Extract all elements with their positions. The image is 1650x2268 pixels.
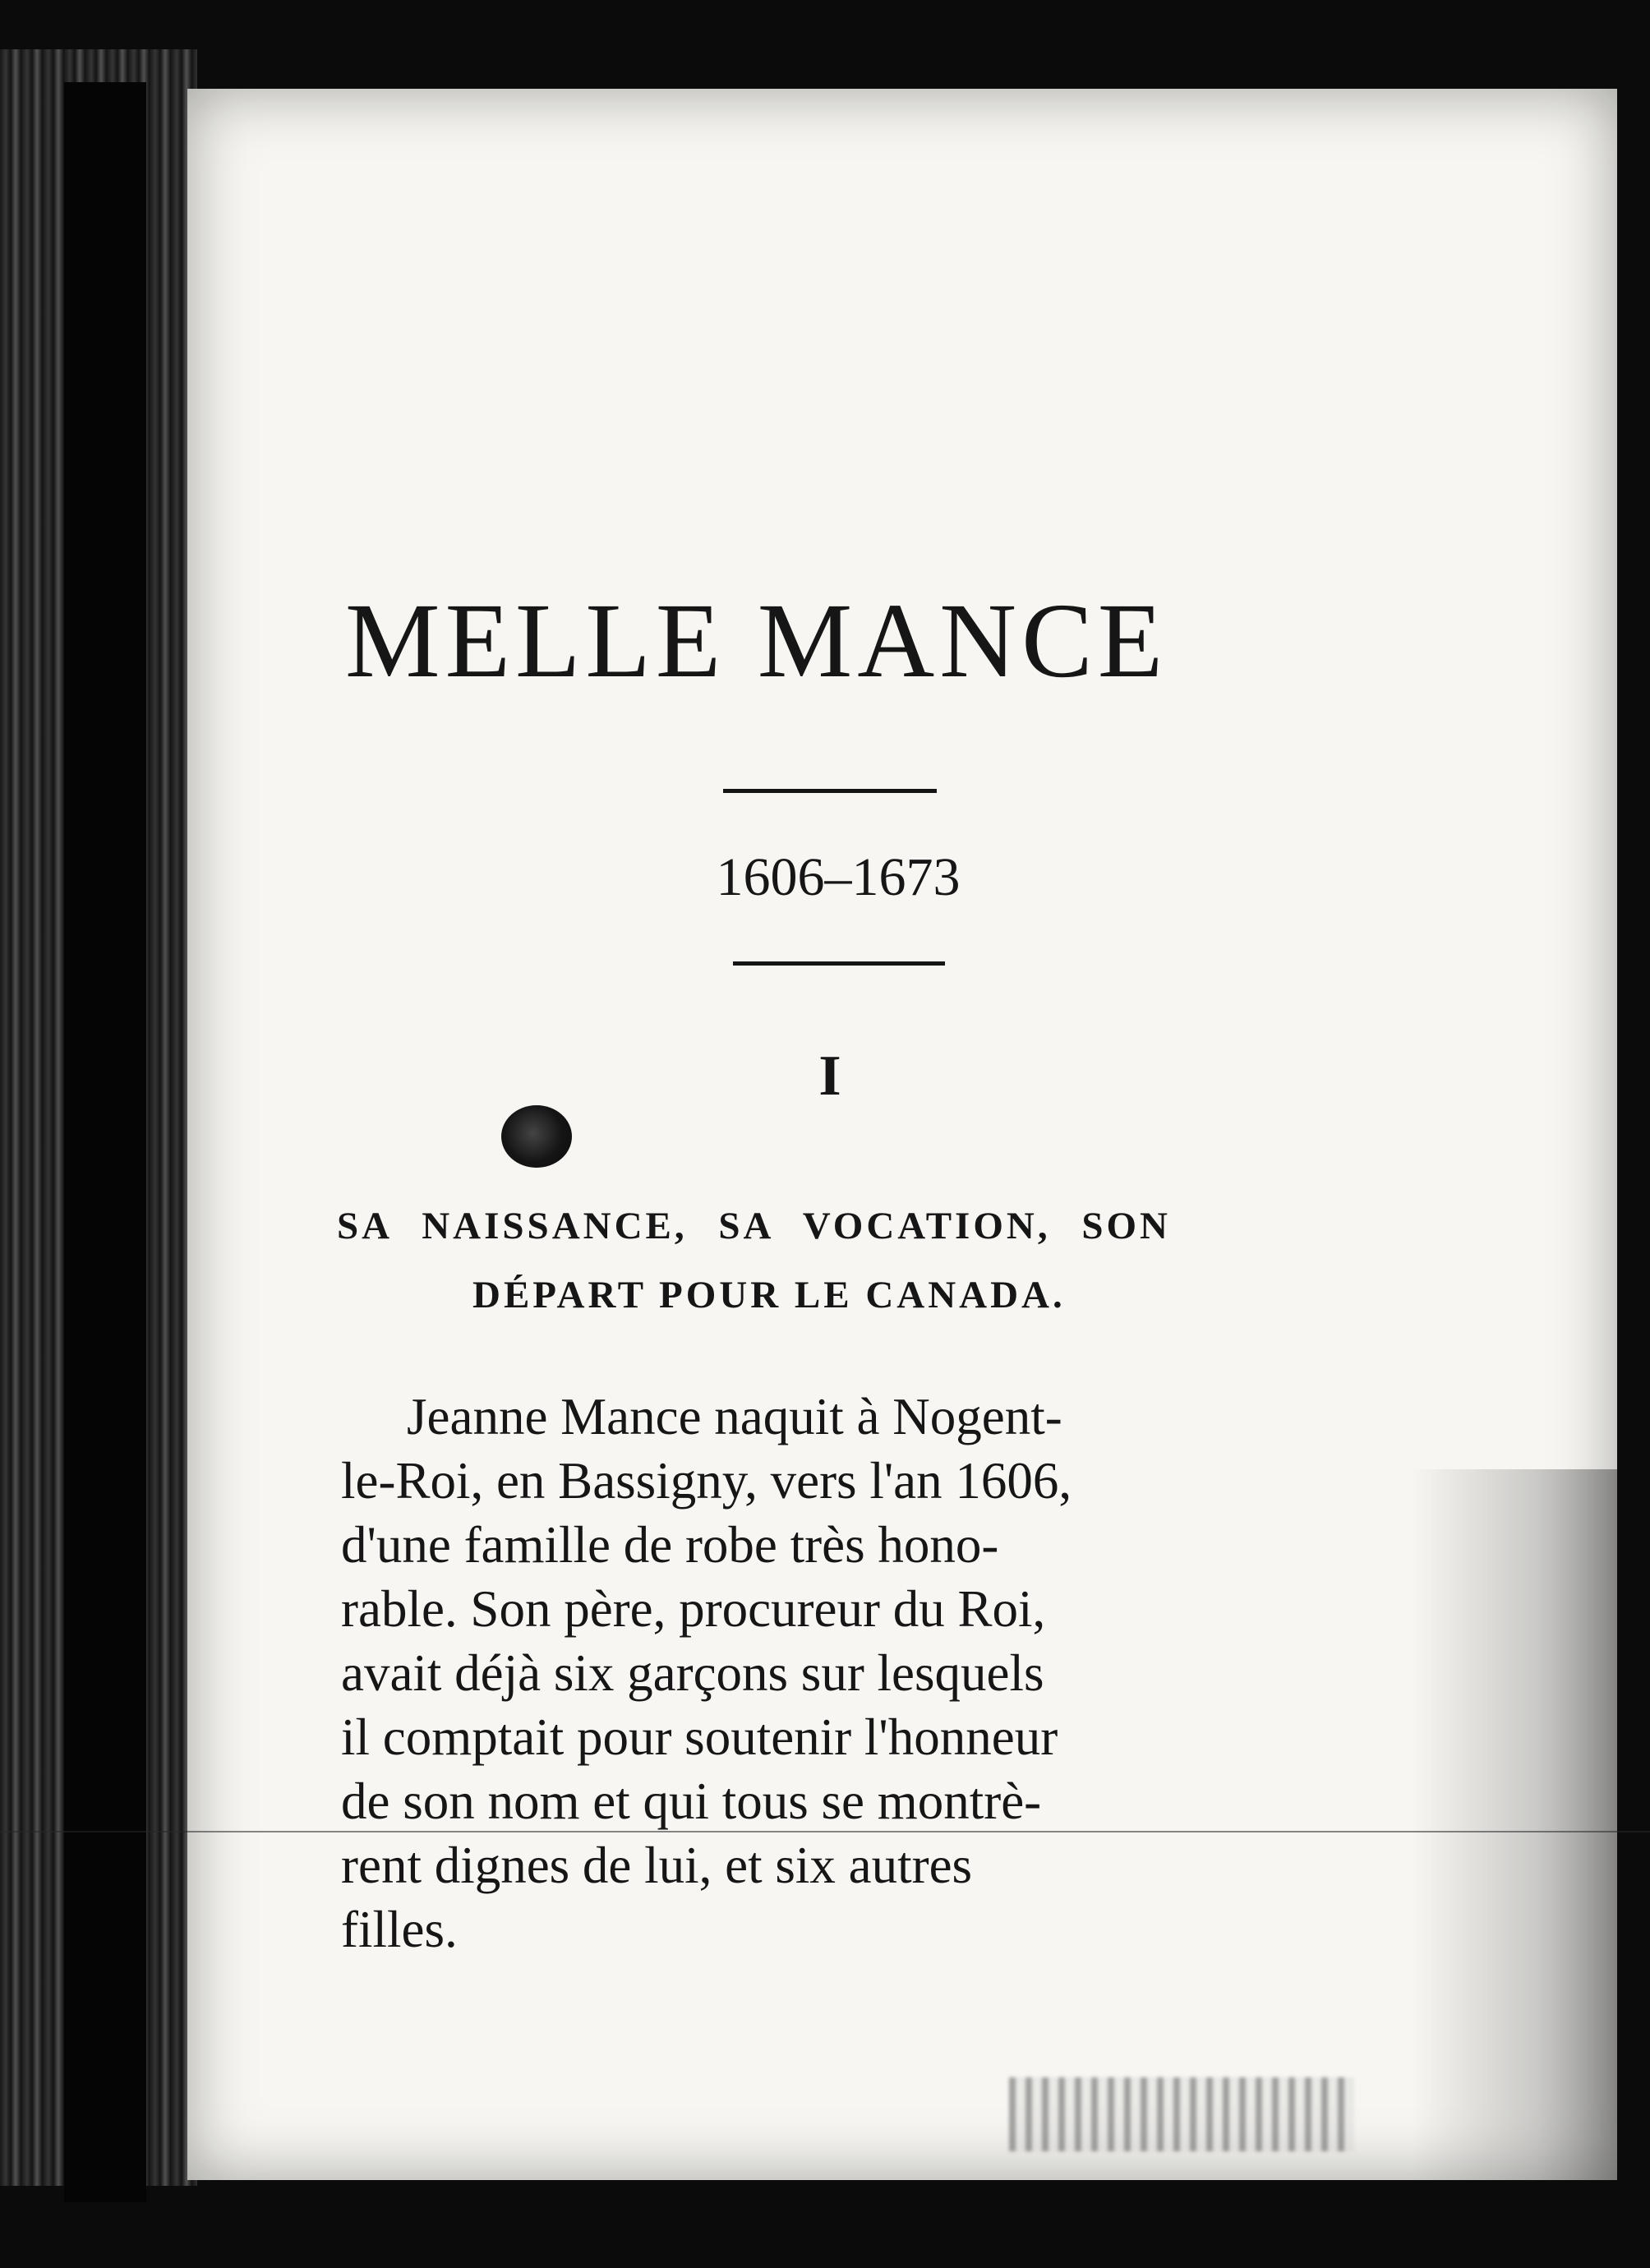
body-line: de son nom et qui tous se montrè- bbox=[341, 1772, 1042, 1830]
title-rule-top bbox=[723, 789, 937, 793]
body-line: il comptait pour soutenir l'honneur bbox=[341, 1708, 1058, 1766]
body-line: rent dignes de lui, et six autres bbox=[341, 1837, 973, 1894]
spine-shadow bbox=[64, 82, 146, 2202]
page-title: MELLE MANCE bbox=[345, 582, 1168, 700]
body-line: avait déjà six garçons sur lesquels bbox=[341, 1644, 1044, 1702]
dates-label: 1606–1673 bbox=[716, 847, 961, 907]
page-stain bbox=[1412, 1469, 1617, 2180]
body-line: rable. Son père, procureur du Roi, bbox=[341, 1580, 1046, 1638]
chapter-heading-line: DÉPART POUR LE CANADA. bbox=[472, 1274, 1066, 1316]
chapter-heading-line: SA NAISSANCE, SA VOCATION, SON bbox=[337, 1205, 1171, 1247]
scan-artifact-line bbox=[0, 1831, 1650, 1832]
chapter-number: I bbox=[818, 1044, 841, 1108]
body-line: Jeanne Mance naquit à Nogent- bbox=[407, 1388, 1062, 1445]
body-line: d'une famille de robe très hono- bbox=[341, 1516, 999, 1574]
body-line: le-Roi, en Bassigny, vers l'an 1606, bbox=[341, 1452, 1072, 1510]
ink-blot bbox=[501, 1105, 572, 1168]
title-rule-bottom bbox=[733, 961, 945, 966]
body-paragraph bbox=[341, 1385, 1344, 1961]
chapter-heading bbox=[337, 1192, 1339, 1330]
library-stamp bbox=[1009, 2077, 1354, 2151]
body-line: filles. bbox=[341, 1901, 458, 1958]
